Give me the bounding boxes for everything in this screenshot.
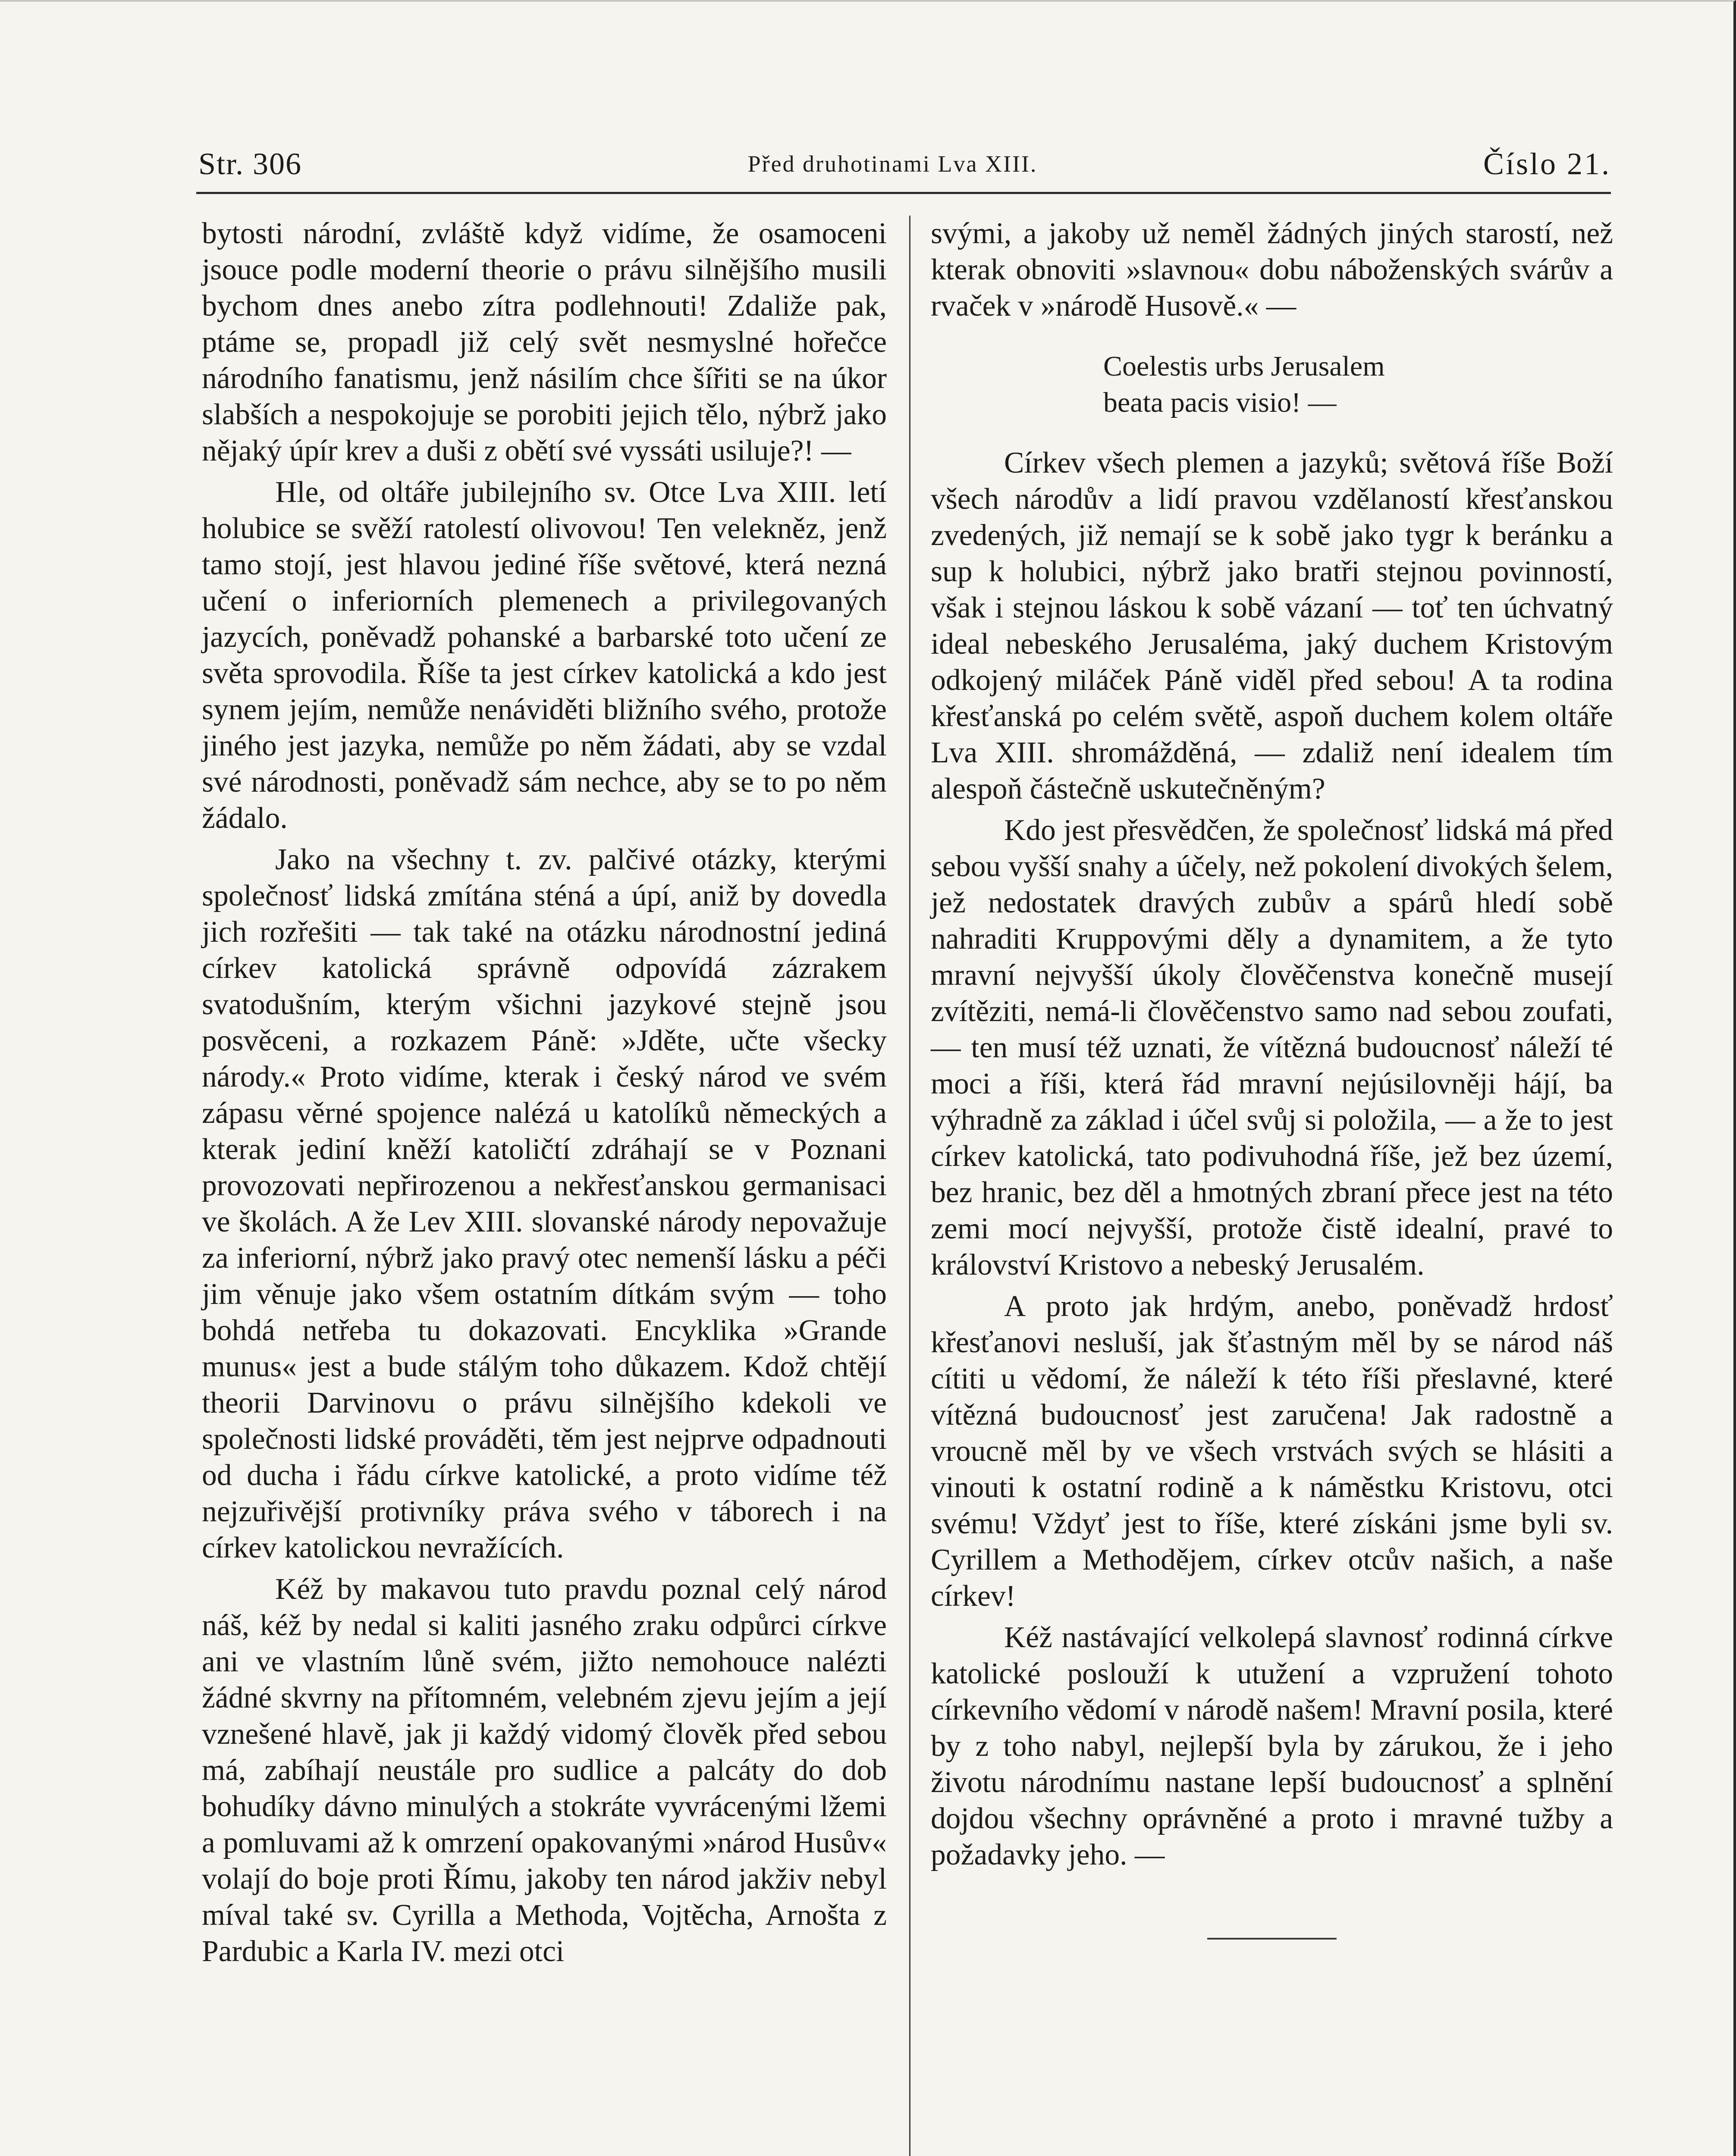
paragraph: Jako na všechny t. zv. palčivé otázky, kterými společnosť lidská zmítána sténá a úpí, aniž by dovedla jich rozřešiti — tak také na otázku národnostní jediná církev katolická správně odpovídá zázrakem svatodušním, kterým všichni jazykové stejně jsou posvěceni, a rozkazem Páně: »Jděte, učte všecky národy.« Proto vidíme, kterak i český národ ve svém zápasu věrné spojence nalézá u katolíků německých a kterak jediní kněží katoličtí zdráhají se v Poznani provozovati nepřirozenou a nekřesťanskou germanisaci ve školách. A že Lev XIII. slovanské národy nepovažuje za inferiorní, nýbrž jako pravý otec nemenší lásku a péči jim věnuje jako všem ostatním dítkám svým — toho bohdá netřeba tu dokazovati. Encyklika »Grande munus« jest a bude stálým toho důkazem. Kdož chtějí theorii Darvinovu o právu silnějšího kdekoli ve společnosti lidské prováděti, těm jest nejprve odpadnouti od ducha i řádu církve katolické, a proto vidíme též nejzuřivější protivníky práva svého v táborech i na církev katolickou nevražících. <box>202 843 887 1564</box>
column-rule <box>909 216 910 2156</box>
paragraph: Kdo jest přesvědčen, že společnosť lidská má před sebou vyšší snahy a účely, než pokolení divokých šelem, jež nedostatek dravých zubův a spárů hledí sobě nahraditi Kruppovými děly a dynamitem, a že tyto mravní nejvyšší úkoly člověčenstva konečně musejí zvítěziti, nemá-li člověčenstvo samo nad sebou zoufati, — ten musí též uznati, že vítězná budoucnosť náleží té moci a říši, která řád mravní nejúsilovněji hájí, ba výhradně za základ i účel svůj si položila, — a že to jest církev katolická, tato podivuhodná říše, jež bez území, bez hranic, bez děl a hmotných zbraní přece jest na této zemi mocí nejvyšší, protože čistě idealní, pravé to království Kristovo a nebeský Jerusalém. <box>931 814 1613 1282</box>
paragraph: Kéž nastávající velkolepá slavnosť rodinná církve katolické poslouží k utužení a vzpružení tohoto církevního vědomí v národě našem! Mravní posila, které by z toho nabyl, nejlepší byla by zárukou, že i jeho životu národnímu nastane lepší budoucnosť a splnění dojdou všechny oprávněné a proto i mravné tužby a požadavky jeho. — <box>931 1621 1613 1871</box>
running-header <box>198 142 1611 185</box>
latin-quote <box>931 348 1613 421</box>
paragraph: Kéž by makavou tuto pravdu poznal celý národ náš, kéž by nedal si kaliti jasného zraku odpůrci církve ani ve vlastním lůně svém, jižto nemohouce nalézti žádné skvrny na přítomném, velebném zjevu jejím a její vznešené hlavě, jak ji každý vidomý člověk před sebou má, zabíhají neustále pro sudlice a palcáty do dob bohudíky dávno minulých a stokráte vyvrácenými lžemi a pomluvami až k omrzení opakovanými »národ Husův« volají do boje proti Římu, jakoby ten národ jakživ nebyl míval také sv. Cyrilla a Methoda, Vojtěcha, Arnošta z Pardubic a Karla IV. mezi otci <box>202 1573 887 1968</box>
quote-line: beata pacis visio! — <box>1103 387 1337 418</box>
quote-line: Coelestis urbs Jerusalem <box>1103 351 1385 382</box>
paragraph: bytosti národní, zvláště když vidíme, že osamoceni jsouce podle moderní theorie o právu silnějšího musili bychom dnes anebo zítra podlehnouti! Zdaliže pak, ptáme se, propadl již celý svět nesmyslné hořečce národního fanatismu, jenž násilím chce šířiti se na úkor slabších a nespokojuje se porobiti jejich tělo, nýbrž jako nějaký úpír krev a duši z obětí své vyssáti usiluje?! — <box>202 217 887 467</box>
right-column <box>931 216 1613 1940</box>
paragraph: Církev všech plemen a jazyků; světová říše Boží všech národův a lidí pravou vzdělaností křesťanskou zvedených, již nemají se k sobě jako tygr k beránku a sup k holubici, nýbrž jako bratři stejnou povinností, však i stejnou láskou k sobě vázaní — toť ten úchvatný ideal nebeského Jerusaléma, jaký duchem Kristovým odkojený miláček Páně viděl před sebou! A ta rodina křesťanská po celém světě, aspoň duchem kolem oltáře Lva XIII. shromážděná, — zdaliž není idealem tím alespoň částečně uskutečněným? <box>931 446 1613 805</box>
paragraph: A proto jak hrdým, anebo, poněvadž hrdosť křesťanovi nesluší, jak šťastným měl by se národ náš cítiti u vědomí, že náleží k této říši přeslavné, které vítězná budoucnosť jest zaručena! Jak radostně a vroucně měl by ve všech vrstvách svých se hlásiti a vinouti k ostatní rodině a k náměstku Kristovu, otci svému! Vždyť jest to říše, které získáni jsme byli sv. Cyrillem a Methodějem, církev otcův našich, a naše církev! <box>931 1290 1613 1613</box>
left-column <box>202 216 887 1975</box>
issue-number: Číslo 21. <box>1483 146 1611 181</box>
paragraph: Hle, od oltáře jubilejního sv. Otce Lva XIII. letí holubice se svěží ratolestí olivovou! Ten velekněz, jenž tamo stojí, jest hlavou jediné říše světové, která nezná učení o inferiorních plemenech a privilegovaných jazycích, poněvadž pohanské a barbarské toto učení ze světa sprovodila. Říše ta jest církev katolická a kdo jest synem jejím, nemůže nenáviděti bližního svého, protože jiného jest jazyka, nemůže po něm žádati, aby se vzdal své národnosti, poněvadž sám nechce, aby se to po něm žádalo. <box>202 476 887 835</box>
page-number: Str. 306 <box>198 146 302 181</box>
header-rule <box>196 192 1611 194</box>
end-rule <box>1207 1938 1337 1940</box>
running-title: Před druhotinami Lva XIII. <box>747 151 1038 177</box>
paragraph: svými, a jakoby už neměl žádných jiných starostí, než kterak obnoviti »slavnou« dobu náboženských svárův a rvaček v »národě Husově.« — <box>931 217 1613 323</box>
